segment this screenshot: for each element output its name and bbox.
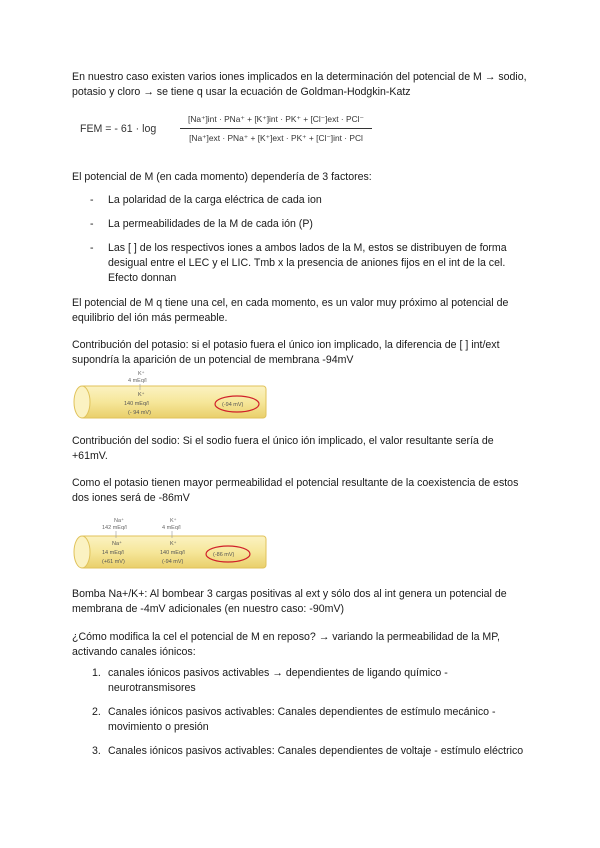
cell-cylinder-diagram [72,370,272,424]
potassium-paragraph: Contribución del potasio: si el potasio fuera el único ion implicado, la diferencia de [ ] int/ext supondría la aparición de un potencial de membrana -94mV [72,339,500,366]
channels-list [92,666,528,759]
question-paragraph: ¿Cómo modifica la cel el potencial de M en reposo? → variando la permeabilidad de la MP, activando canales iónicos: [72,631,500,658]
combined-paragraph: Como el potasio tienen mayor permeabilidad el potencial resultante de la coexistencia de estos dos iones será de -86mV [72,477,519,504]
bullet-mark: - [90,194,94,206]
list-item [90,241,528,286]
list-item-text: La permeabilidades de la M de cada ión (P) [108,218,313,230]
sodium-paragraph: Contribución del sodio: Si el sodio fuera el único ión implicado, el valor resultante sería de +61mV. [72,435,494,462]
k-ext-ion-label: K⁺ [138,371,145,377]
list-item [90,193,528,208]
list-item-text: Canales iónicos pasivos activables: Canales dependientes de estímulo mecánico - movimiento o presión [108,706,496,733]
na-int-concentration: 14 mEq/l [102,550,124,556]
bullet-mark: - [90,218,94,230]
list-item [92,744,528,759]
list-number: 1. [92,667,101,679]
na-potential: (+61 mV) [102,559,125,565]
list-item-text: La polaridad de la carga eléctrica de cada ion [108,194,322,206]
list-number: 2. [92,706,101,718]
k-int-concentration: 140 mEq/l [160,550,185,556]
list-item [90,217,528,232]
cell-cylinder-diagram [72,516,272,572]
list-item-text: canales iónicos pasivos activables → dependientes de ligando químico - neurotransmisores [108,667,448,694]
k-int-concentration: 140 mEq/l [124,401,149,407]
cylinder-end [74,386,90,418]
factors-list [90,193,528,286]
equilibrium-paragraph: El potencial de M q tiene una cel, en cada momento, es un valor muy próximo al potencial de equilibrio del ión más permeable. [72,297,509,324]
cylinder-end [74,536,90,568]
k-ext-concentration: 4 mEq/l [128,378,147,384]
pump-paragraph: Bomba Na+/K+: Al bombear 3 cargas positivas al ext y sólo dos al int genera un potencial de membrana de -4mV adicionales (en nuestro caso: -90mV) [72,588,507,615]
potassium-cell-figure [72,370,272,429]
equation-numerator: [Na⁺]int · PNa⁺ + [K⁺]int · PK⁺ + [Cl⁻]ext · PCl⁻ [188,114,364,124]
factors-intro: El potencial de M (en cada momento) dependería de 3 factores: [72,171,372,183]
na-ext-ion-label: Na⁺ [114,518,124,524]
result-potential: (-86 mV) [213,552,235,558]
equation-fraction [180,112,372,146]
equation-lhs: FEM = - 61 · log [80,123,157,135]
list-item [92,666,528,696]
equation-denominator: [Na⁺]ext · PNa⁺ + [K⁺]ext · PK⁺ + [Cl⁻]int · PCl [189,133,363,143]
k-ext-concentration: 4 mEq/l [162,525,181,531]
k-int-ion-label: K⁺ [138,392,145,398]
list-item-text: Las [ ] de los respectivos iones a ambos lados de la M, estos se distribuyen de forma desigual entre el LEC y el LIC. Tmb x la presencia de aniones fijos en el int de la cel. Efecto donnan [108,242,507,284]
sodium-potassium-cell-figure [72,516,272,577]
list-item-text: Canales iónicos pasivos activables: Canales dependientes de voltaje - estímulo eléctrico [108,745,524,757]
bullet-mark: - [90,242,94,254]
k-potential: (-94 mV) [162,559,184,565]
na-ext-concentration: 142 mEq/l [102,525,127,531]
goldman-equation [80,112,380,148]
list-number: 3. [92,745,101,757]
intro-paragraph: En nuestro caso existen varios iones implicados en la determinación del potencial de M → sodio, potasio y cloro → se tiene q usar la ecuación de Goldman-Hodgkin-Katz [72,71,527,98]
k-potential: (- 94 mV) [128,410,151,416]
na-int-ion-label: Na⁺ [112,541,122,547]
k-int-ion-label: K⁺ [170,541,177,547]
fraction-bar [180,128,372,129]
list-item [92,705,528,735]
result-potential: (-94 mV) [222,402,244,408]
k-ext-ion-label: K⁺ [170,518,177,524]
